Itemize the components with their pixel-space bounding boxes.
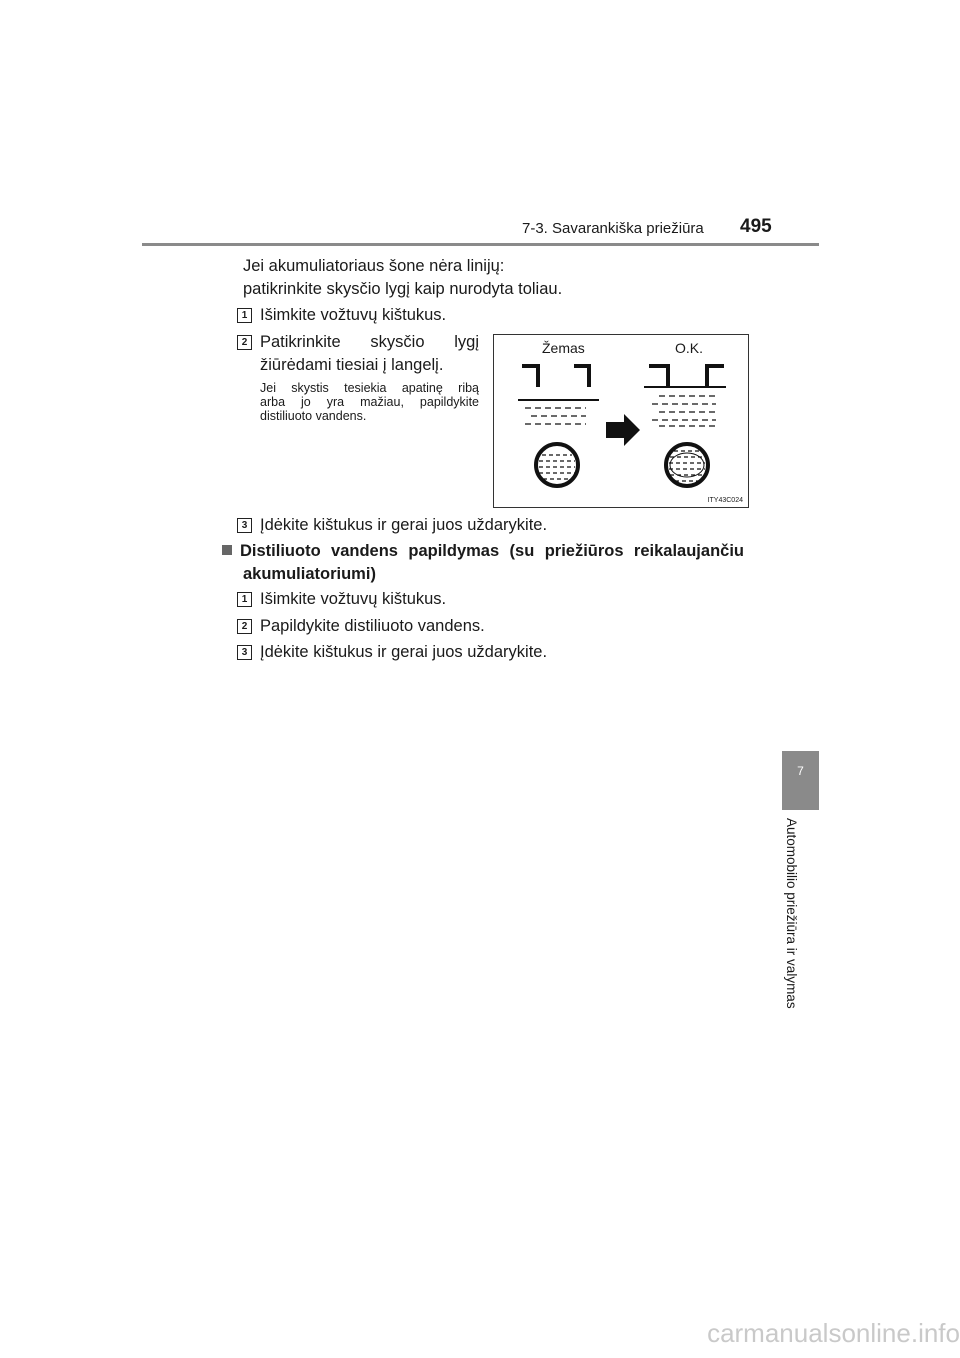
figure-label-ok: O.K. — [675, 340, 704, 356]
figure-code: ITY43C024 — [707, 497, 743, 504]
battery-level-figure — [493, 334, 749, 508]
section-heading: Distiliuoto vandens papildymas (su priežiūros reikalaujančiu — [222, 540, 744, 563]
watermark: carmanualsonline.info — [707, 1318, 960, 1348]
step-text: Patikrinkite skysčio lygį — [260, 333, 479, 351]
note-line: arba jo yra mažiau, papildykite — [260, 395, 479, 409]
section-title: 7-3. Savarankiška priežiūra — [522, 220, 704, 237]
figure-label-low: Žemas — [542, 340, 585, 356]
step-text: žiūrėdami tiesiai į langelį. — [260, 356, 444, 374]
section-heading-cont: akumuliatoriumi) — [243, 565, 376, 583]
step-text: Išimkite vožtuvų kištukus. — [260, 590, 447, 608]
square-bullet-icon — [222, 545, 232, 555]
chapter-tab — [782, 751, 819, 810]
header-divider — [142, 243, 819, 246]
step-text: Įdėkite kištukus ir gerai juos uždarykite. — [260, 516, 548, 534]
page-number: 495 — [740, 216, 772, 237]
step-number-badge: 1 — [237, 592, 252, 607]
battery-level-diagram — [494, 335, 748, 507]
intro-line-1: Jei akumuliatoriaus šone nėra linijų: — [243, 257, 505, 275]
step-text: Papildykite distiliuoto vandens. — [260, 617, 485, 635]
step-number-badge: 1 — [237, 308, 252, 323]
step-text: Įdėkite kištukus ir gerai juos uždarykite. — [260, 643, 548, 661]
chapter-number: 7 — [797, 764, 804, 778]
step-number-badge: 2 — [237, 335, 252, 350]
step-text: Išimkite vožtuvų kištukus. — [260, 306, 447, 324]
note-line: distiliuoto vandens. — [260, 409, 367, 423]
step-number-badge: 2 — [237, 619, 252, 634]
note-line: Jei skystis tesiekia apatinę ribą — [260, 381, 479, 395]
step-number-badge: 3 — [237, 518, 252, 533]
intro-line-2: patikrinkite skysčio lygį kaip nurodyta toliau. — [243, 280, 563, 298]
step-number-badge: 3 — [237, 645, 252, 660]
chapter-title-vertical: Automobilio priežiūra ir valymas — [784, 818, 799, 1009]
